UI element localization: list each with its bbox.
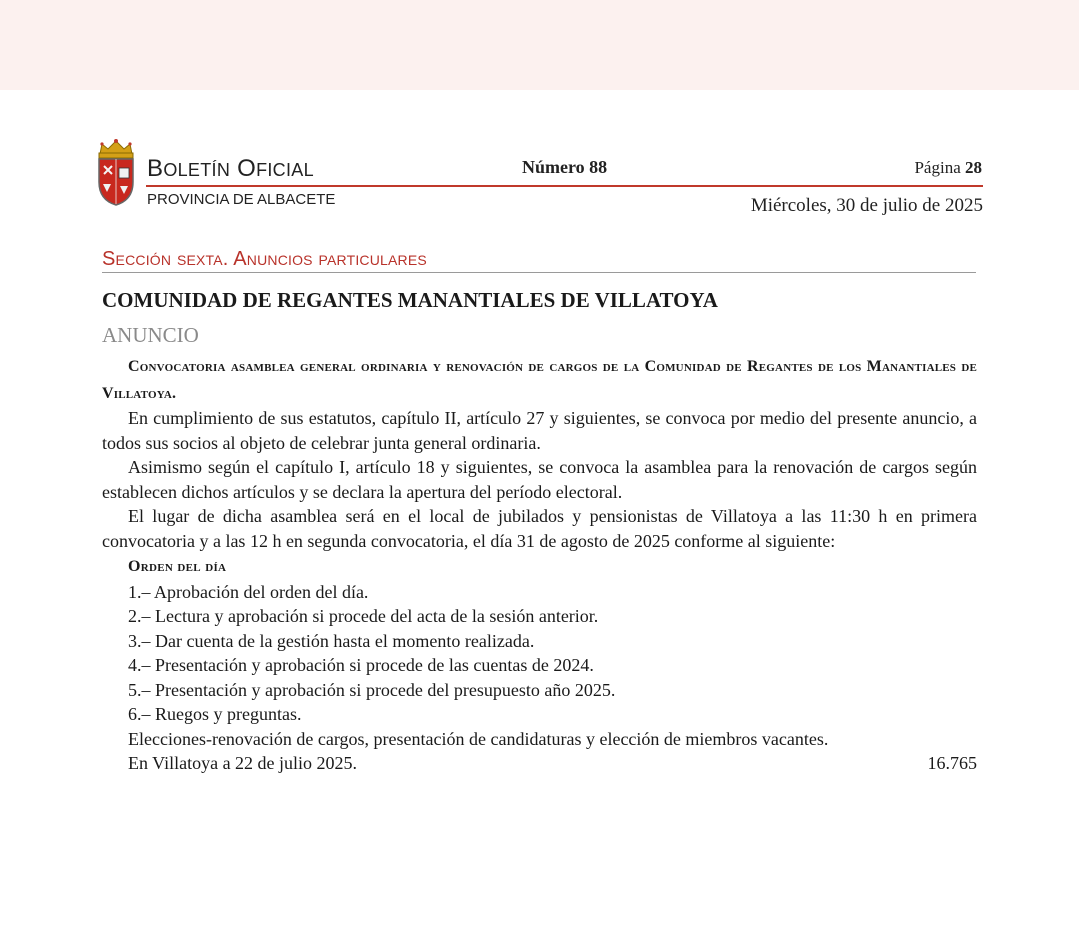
- issue-number: Número 88: [522, 157, 608, 177]
- section-title: Sección sexta. Anuncios particulares: [102, 248, 427, 270]
- entity-name: COMUNIDAD DE REGANTES MANANTIALES DE VILLATOYA: [102, 288, 718, 312]
- agenda-item: 6.– Ruegos y preguntas.: [128, 704, 302, 724]
- agenda-item: 2.– Lectura y aprobación si procede del acta de la sesión anterior.: [128, 606, 599, 626]
- elections-note: Elecciones-renovación de cargos, presentación de candidaturas y elección de miembros vacantes.: [128, 728, 829, 749]
- page-number: Página 28: [914, 158, 982, 177]
- announcement-body: [102, 353, 977, 776]
- agenda-item: 5.– Presentación y aprobación si procede del presupuesto año 2025.: [128, 679, 616, 700]
- agenda-title: Orden del día: [128, 558, 227, 575]
- top-band: [0, 0, 1079, 90]
- document-type: ANUNCIO: [102, 323, 199, 347]
- agenda-item: 4.– Presentación y aprobación si procede de las cuentas de 2024.: [128, 655, 594, 675]
- header-divider: [146, 185, 983, 187]
- coat-of-arms-icon: [94, 138, 138, 208]
- paragraph: Asimismo según el capítulo I, artículo 18 y siguientes, se convoca la asamblea para la renovación de cargos según establecen dichos artículos y se declara la apertura del período electoral.: [102, 457, 977, 502]
- paragraph: En cumplimiento de sus estatutos, capítulo II, artículo 27 y siguientes, se convoca por medio del presente anuncio, a todos sus socios al objeto de celebrar junta general ordinaria.: [102, 408, 977, 453]
- closing-line: [102, 751, 977, 776]
- announcement-code: 16.765: [927, 753, 977, 773]
- province-subtitle: PROVINCIA DE ALBACETE: [147, 191, 336, 208]
- bulletin-title: BOLETÍN OFICIAL: [147, 155, 314, 182]
- section-divider: [102, 272, 976, 273]
- paragraph: El lugar de dicha asamblea será en el local de jubilados y pensionistas de Villatoya a las 11:30 h en primera convocatoria y a las 12 h en segunda convocatoria, el día 31 de agosto de 2025 conforme al siguiente:: [102, 506, 977, 551]
- publication-date: Miércoles, 30 de julio de 2025: [750, 195, 983, 216]
- agenda-item: 1.– Aprobación del orden del día.: [128, 581, 369, 602]
- announcement-heading: Convocatoria asamblea general ordinaria y renovación de cargos de la Comunidad de Regantes de los Manantiales de Villatoya.: [102, 358, 977, 402]
- closing-place-date: En Villatoya a 22 de julio 2025.: [128, 753, 358, 773]
- agenda-item: 3.– Dar cuenta de la gestión hasta el momento realizada.: [128, 630, 535, 651]
